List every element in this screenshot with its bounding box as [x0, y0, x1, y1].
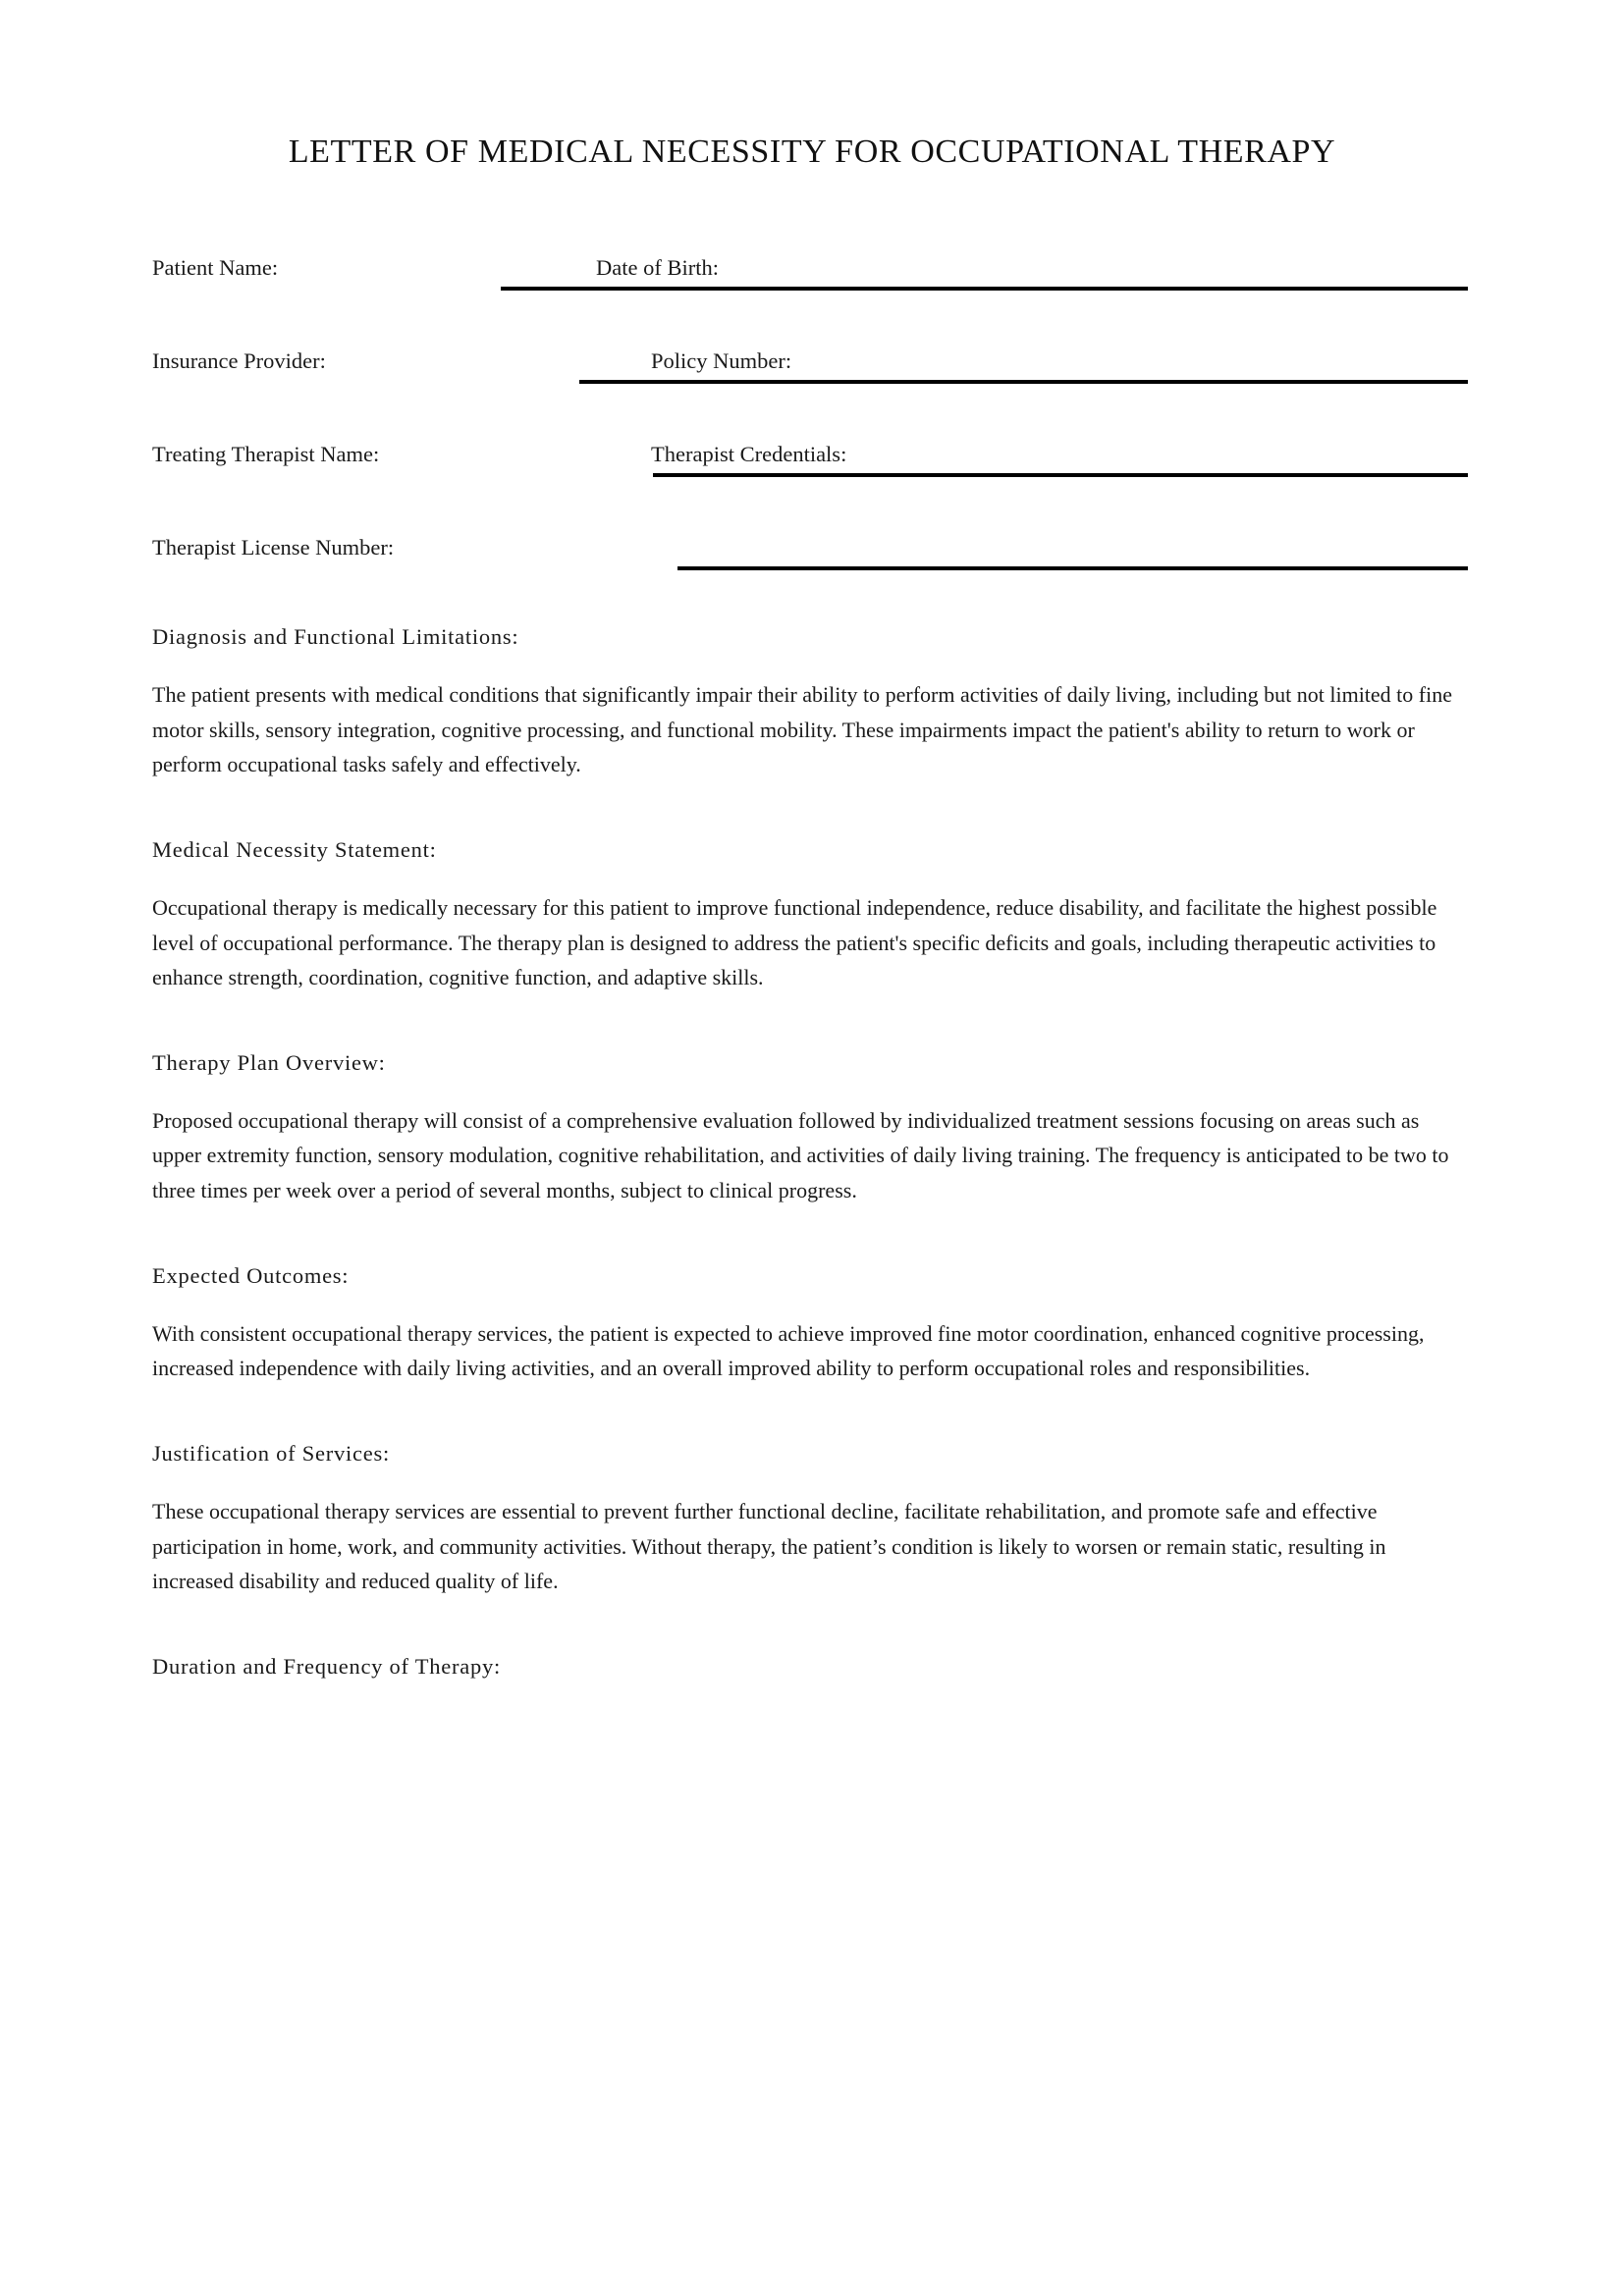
section-expected-outcomes: [152, 1263, 1473, 1386]
document-body: [152, 624, 1473, 1735]
field-label-patient-name: Patient Name:: [152, 255, 279, 280]
section-paragraph: Proposed occupational therapy will consist of a comprehensive evaluation followed by individualized treatment sessions focusing on areas such as upper extremity function, sensory modulation, cognitive rehabilitation, and activities of daily living training. The frequency is anticipated to be two to three times per week over a period of several months, subject to clinical progress.: [152, 1107, 1449, 1202]
field-label-treating-therapist-name: Treating Therapist Name:: [152, 442, 380, 466]
section-heading: Expected Outcomes:: [152, 1262, 350, 1288]
section-heading: Therapy Plan Overview:: [152, 1049, 386, 1075]
field-label-policy-number: Policy Number:: [651, 348, 792, 373]
section-heading: Justification of Services:: [152, 1440, 390, 1466]
form-row-treating-therapist-name: [152, 430, 1473, 523]
section-diagnosis-and-functional-limitations: [152, 624, 1473, 782]
section-justification-of-services: [152, 1441, 1473, 1599]
field-input-line-treating-therapist-name[interactable]: [653, 473, 1468, 477]
section-therapy-plan-overview: [152, 1050, 1473, 1208]
field-input-line-patient-name[interactable]: [501, 287, 1468, 291]
section-paragraph: The patient presents with medical conditions that significantly impair their ability to perform activities of daily living, including but not limited to fine motor skills, sensory integration, cognitive processing, and functional mobility. These impairments impact the patient's ability to return to work or perform occupational tasks safely and effectively.: [152, 682, 1452, 777]
field-label-insurance-provider: Insurance Provider:: [152, 348, 326, 373]
patient-information-form: [152, 243, 1473, 616]
field-label-date-of-birth: Date of Birth:: [596, 255, 719, 280]
section-paragraph: These occupational therapy services are essential to prevent further functional decline, facilitate rehabilitation, and promote safe and effective participation in home, work, and community activities. Without therapy, the patient’s condition is likely to worsen or remain static, resulting in increased disability and reduced quality of life.: [152, 1498, 1386, 1594]
field-input-line-therapist-license-number[interactable]: [677, 566, 1468, 570]
field-input-line-insurance-provider[interactable]: [579, 380, 1468, 384]
form-row-patient-name: [152, 243, 1473, 337]
section-paragraph: Occupational therapy is medically necessary for this patient to improve functional independence, reduce disability, and facilitate the highest possible level of occupational performance. The therapy plan is designed to address the patient's specific deficits and goals, including therapeutic activities to enhance strength, coordination, cognitive function, and adaptive skills.: [152, 894, 1437, 990]
field-label-therapist-license-number: Therapist License Number:: [152, 535, 395, 560]
section-duration-and-frequency-of-therapy: [152, 1654, 1473, 1680]
field-label-therapist-credentials: Therapist Credentials:: [651, 442, 847, 466]
section-heading: Medical Necessity Statement:: [152, 836, 437, 862]
form-row-therapist-license-number: [152, 523, 1473, 616]
page-title: LETTER OF MEDICAL NECESSITY FOR OCCUPATIONAL THERAPY: [288, 133, 1336, 170]
section-medical-necessity-statement: [152, 837, 1473, 995]
section-heading: Duration and Frequency of Therapy:: [152, 1653, 501, 1679]
section-paragraph: With consistent occupational therapy services, the patient is expected to achieve improved fine motor coordination, enhanced cognitive processing, increased independence with daily living activities, and an overall improved ability to perform occupational roles and responsibilities.: [152, 1320, 1425, 1381]
section-heading: Diagnosis and Functional Limitations:: [152, 624, 519, 649]
form-row-insurance-provider: [152, 337, 1473, 430]
